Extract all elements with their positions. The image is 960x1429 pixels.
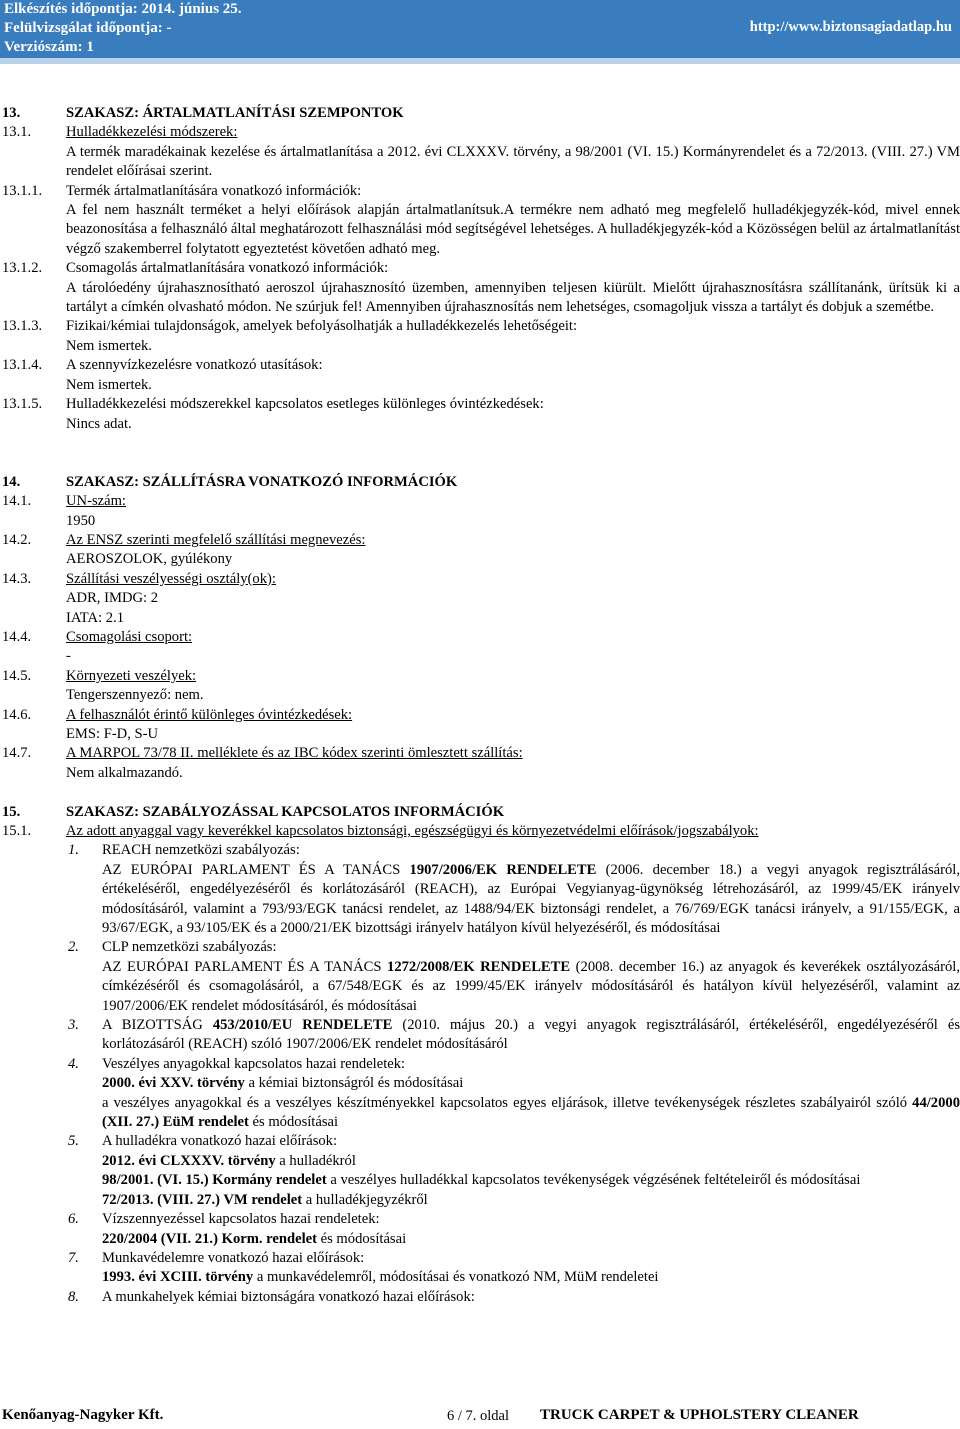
regulation-body <box>102 1171 960 1190</box>
header-url-link[interactable]: http://www.biztonsagiadatlap.hu <box>749 19 952 35</box>
regulation-text <box>0 1074 960 1093</box>
item-number: 14.2. <box>2 531 32 548</box>
text-part: a munkavédelemről, módosításai és vonatkozó NM, MüM rendeletei <box>253 1269 659 1286</box>
subsection-title: Hulladékkezelési módszerekkel kapcsolatos esetleges különleges óvintézkedések: <box>66 396 544 413</box>
header-info <box>4 0 242 57</box>
regulation-body <box>102 1094 960 1133</box>
regulation-item-4 <box>0 1055 960 1074</box>
spacer <box>0 453 960 472</box>
paragraph <box>0 143 960 182</box>
list-number: 3. <box>68 1017 79 1034</box>
transport-item-label <box>0 492 960 511</box>
document-body <box>0 104 960 1307</box>
item-number: 14.4. <box>2 628 32 645</box>
regulation-ref: 72/2013. (VIII. 27.) VM rendelet <box>102 1191 303 1208</box>
paragraph-text <box>66 201 960 259</box>
transport-item-value <box>0 609 960 628</box>
paragraph <box>0 201 960 259</box>
text-part: AZ EURÓPAI PARLAMENT ÉS A TANÁCS <box>102 861 410 878</box>
header-date: Elkészítés időpontja: 2014. június 25. <box>4 1 242 17</box>
regulation-body <box>102 1268 960 1287</box>
regulation-ref: 453/2010/EU RENDELETE <box>212 1017 393 1034</box>
item-value: IATA: 2.1 <box>66 609 125 626</box>
paragraph <box>0 279 960 318</box>
transport-item-value <box>0 725 960 744</box>
transport-item-label <box>0 706 960 725</box>
regulation-ref: 98/2001. (VI. 15.) Kormány rendelet <box>102 1172 327 1189</box>
text-part: A BIZOTTSÁG <box>102 1017 213 1034</box>
header-review: Felülvizsgálat időpontja: - <box>4 20 172 36</box>
item-label: Az ENSZ szerinti megfelelő szállítási megnevezés: <box>66 531 366 548</box>
regulation-item-8 <box>0 1288 960 1307</box>
item-label: Csomagolási csoport: <box>66 628 193 645</box>
section-15-heading <box>0 803 960 822</box>
list-heading: Vízszennyezéssel kapcsolatos hazai rendeletek: <box>102 1211 380 1228</box>
subsection-title: Csomagolás ártalmatlanítására vonatkozó információk: <box>66 260 389 277</box>
paragraph-text: A termék maradékainak kezelése és ártalmatlanítása a 2012. évi CLXXXV. törvény, a 98/2001 (VI. 15.) Kormányrendelet és a 72/2013. (VIII. 27.) VM rendelet előírásai szerint. <box>66 143 960 180</box>
paragraph-text-part: A fel nem használt terméket a helyi előírások alapján ártalmatlanítsuk. <box>66 202 504 219</box>
item-number: 14.6. <box>2 706 32 723</box>
list-number: 8. <box>68 1288 79 1305</box>
list-heading: REACH nemzetközi szabályozás: <box>102 842 300 859</box>
section-number: 15. <box>2 803 21 820</box>
page-footer <box>0 1406 960 1429</box>
text-part: a veszélyes anyagokkal és a veszélyes készítményekkel kapcsolatos egyes eljárások, illetve tevékenységek részletes szabályairól szóló <box>102 1094 913 1111</box>
subsection-13-1-2 <box>0 259 960 278</box>
regulation-body <box>102 861 960 939</box>
regulation-text <box>0 958 960 1016</box>
item-number: 14.5. <box>2 667 32 684</box>
header-divider <box>0 58 960 64</box>
subsection-13-1 <box>0 123 960 142</box>
item-value: - <box>66 648 71 665</box>
list-number: 1. <box>68 842 79 859</box>
subsection-title: Fizikai/kémiai tulajdonságok, amelyek befolyásolhatják a hulladékkezelés lehetőségeit: <box>66 318 578 335</box>
paragraph-text-part: A termékre nem adható meg megfelelő hulladékjegyzék-kód, mivel ennek beazonosítása a felhasználó által meghatározott felhasználási mód segítségével lehetséges. A hulladékjegyzék-kód a Közösségen belül az ártalmatlanítást végző szakemberrel folytatott egyeztetést követően adható meg. <box>66 202 960 257</box>
regulation-item-5 <box>0 1132 960 1151</box>
paragraph <box>0 415 960 434</box>
subsection-number: 13.1.2. <box>2 260 43 277</box>
text-part: (2008. december 16.) az anyagok és keverékek osztályozásáról, címkézéséről és csomagolásáról, a 67/548/EGK és az 1999/45/EK irányelv módosításáról és hatályon kívül helyezéséről, valamint az 1907/2006/EK rendelet módosításáról, és módosításai <box>102 958 960 1014</box>
transport-item-value <box>0 589 960 608</box>
header-version: Verziószám: 1 <box>4 39 94 55</box>
subsection-13-1-4 <box>0 356 960 375</box>
paragraph-text: Nincs adat. <box>66 415 132 432</box>
list-number: 6. <box>68 1211 79 1228</box>
regulation-body <box>102 1074 960 1093</box>
subsection-13-1-3 <box>0 317 960 336</box>
footer-page-number: 6 / 7. oldal <box>447 1408 510 1424</box>
subsection-number: 13.1.3. <box>2 318 43 335</box>
regulation-text <box>0 1230 960 1249</box>
item-label: Szállítási veszélyességi osztály(ok): <box>66 570 276 587</box>
regulation-ref: 1907/2006/EK RENDELETE <box>409 861 597 878</box>
regulation-ref: 2000. évi XXV. törvény <box>102 1075 245 1092</box>
section-14-heading <box>0 473 960 492</box>
subsection-title: Hulladékkezelési módszerek: <box>66 124 238 141</box>
regulation-body <box>102 958 960 1016</box>
paragraph-text: Nem ismertek. <box>66 337 152 354</box>
regulation-text <box>0 1094 960 1133</box>
transport-item-value <box>0 764 960 783</box>
subsection-title: A szennyvízkezelésre vonatkozó utasítások: <box>66 357 323 374</box>
subsection-number: 13.1.4. <box>2 357 43 374</box>
spacer <box>0 434 960 453</box>
item-value: 1950 <box>66 512 96 529</box>
item-label: A felhasználót érintő különleges óvintézkedések: <box>66 706 353 723</box>
item-number: 14.1. <box>2 493 32 510</box>
subsection-title: Termék ártalmatlanítására vonatkozó információk: <box>66 182 362 199</box>
item-number: 14.7. <box>2 745 32 762</box>
transport-item-value <box>0 550 960 569</box>
paragraph-text: A tárolóedény újrahasznosítható aeroszol újrahasznosító üzemben, amennyiben teljesen kiürült. Mielőtt újrahasznosításra szállítanánk, ürítsük ki a tartályt a címkén olvasható módon. Ne szúrjuk fel! Amennyiben újrahasznosítás nem lehetséges, csomagoljuk vissza a tartályt és dobjuk a szemétbe. <box>66 279 960 316</box>
regulation-body <box>102 1191 960 1210</box>
paragraph-text: Nem ismertek. <box>66 376 152 393</box>
item-value: Nem alkalmazandó. <box>66 764 183 781</box>
item-label: Környezeti veszélyek: <box>66 667 197 684</box>
subsection-title: Az adott anyaggal vagy keverékkel kapcsolatos biztonsági, egészségügyi és környezetvédelmi előírások/jogszabályok: <box>66 822 759 839</box>
text-part: (2010. május 20.) a vegyi anyagok regisztrálásáról, értékeléséről, engedélyezéséről és korlátozásáról (REACH) szóló 1907/2006/EK rendelet módosításáról <box>102 1017 960 1053</box>
subsection-number: 13.1. <box>2 124 32 141</box>
footer-company: Kenőanyag-Nagyker Kft. <box>2 1407 164 1423</box>
regulation-item-3 <box>0 1016 960 1055</box>
list-heading: A munkahelyek kémiai biztonságára vonatkozó hazai előírások: <box>102 1288 475 1305</box>
regulation-ref: 220/2004 (VII. 21.) Korm. rendelet <box>102 1230 317 1247</box>
list-heading: CLP nemzetközi szabályozás: <box>102 939 277 956</box>
transport-item-label <box>0 570 960 589</box>
section-number: 13. <box>2 105 21 121</box>
list-heading: Veszélyes anyagokkal kapcsolatos hazai rendeletek: <box>102 1055 406 1072</box>
regulation-text <box>0 1171 960 1190</box>
section-title: SZAKASZ: SZABÁLYOZÁSSAL KAPCSOLATOS INFORMÁCIÓK <box>66 803 505 820</box>
item-value: ADR, IMDG: 2 <box>66 590 159 607</box>
transport-item-value <box>0 647 960 666</box>
item-label: UN-szám: <box>66 493 126 510</box>
section-title: SZAKASZ: ÁRTALMATLANÍTÁSI SZEMPONTOK <box>66 105 404 121</box>
paragraph <box>0 337 960 356</box>
regulation-body <box>102 1230 960 1249</box>
subsection-number: 13.1.5. <box>2 396 43 413</box>
item-number: 14.3. <box>2 570 32 587</box>
regulation-text <box>0 861 960 939</box>
regulation-text <box>0 1152 960 1171</box>
subsection-number: 13.1.1. <box>2 182 43 199</box>
page-header <box>0 0 960 58</box>
list-heading: Munkavédelemre vonatkozó hazai előírások: <box>102 1249 365 1266</box>
transport-item-label <box>0 667 960 686</box>
section-13-heading <box>0 104 960 123</box>
list-number: 2. <box>68 939 79 956</box>
regulation-item-2 <box>0 938 960 957</box>
regulation-body <box>102 1016 960 1055</box>
regulation-text <box>0 1191 960 1210</box>
regulation-item-1 <box>0 841 960 860</box>
footer-product-name: TRUCK CARPET & UPHOLSTERY CLEANER <box>540 1407 859 1423</box>
text-part: a hulladékjegyzékről <box>302 1191 428 1208</box>
regulation-ref: 1272/2008/EK RENDELETE <box>387 958 571 975</box>
list-number: 5. <box>68 1133 79 1150</box>
transport-item-value <box>0 686 960 705</box>
transport-item-value <box>0 512 960 531</box>
text-part: a kémiai biztonságról és módosításai <box>244 1075 464 1092</box>
item-value: EMS: F-D, S-U <box>66 725 159 742</box>
regulation-body <box>102 1152 960 1171</box>
list-number: 4. <box>68 1055 79 1072</box>
item-value: Tengerszennyező: nem. <box>66 687 204 704</box>
section-title: SZAKASZ: SZÁLLÍTÁSRA VONATKOZÓ INFORMÁCIÓK <box>66 473 458 490</box>
regulation-ref: 44/2000 (XII. 27.) EüM rendelet <box>102 1094 960 1131</box>
subsection-13-1-1 <box>0 182 960 201</box>
text-part: a veszélyes hulladékkal kapcsolatos tevékenységek végzésének feltételeiről és módosításai <box>326 1172 861 1189</box>
text-part: és módosításai <box>248 1114 339 1131</box>
section-number: 14. <box>2 473 21 490</box>
regulation-item-7 <box>0 1249 960 1268</box>
regulation-item-6 <box>0 1210 960 1229</box>
item-label: A MARPOL 73/78 II. melléklete és az IBC kódex szerinti ömlesztett szállítás: <box>66 745 523 762</box>
list-number: 7. <box>68 1249 79 1266</box>
item-value: AEROSZOLOK, gyúlékony <box>66 551 233 568</box>
transport-item-label <box>0 744 960 763</box>
subsection-15-1 <box>0 822 960 841</box>
regulation-ref: 2012. évi CLXXXV. törvény <box>102 1152 276 1169</box>
subsection-number: 15.1. <box>2 822 32 839</box>
transport-item-label <box>0 531 960 550</box>
text-part: AZ EURÓPAI PARLAMENT ÉS A TANÁCS <box>102 958 388 975</box>
text-part: és módosításai <box>316 1230 407 1247</box>
paragraph <box>0 376 960 395</box>
transport-item-label <box>0 628 960 647</box>
text-part: (2006. december 18.) a vegyi anyagok regisztrálásáról, értékeléséről, engedélyezéséről és korlátozásáról (REACH), az Európai Vegyianyag-ügynökség létrehozásáról, az 1999/45/EK irányelv módosításáról, valamint a 793/93/EGK tanácsi rendelet, az 1488/94/EK biztonsági rendelet, a 76/769/EGK tanácsi irányelv, a 91/155/EGK, a 93/67/EGK, a 93/105/EK és a 2000/21/EK bizottsági irányelv hatályon kívül helyezéséről, és módosításai <box>102 861 960 937</box>
spacer <box>0 783 960 802</box>
regulation-ref: 1993. évi XCIII. törvény <box>102 1269 254 1286</box>
list-heading: A hulladékra vonatkozó hazai előírások: <box>102 1133 338 1150</box>
subsection-13-1-5 <box>0 395 960 414</box>
regulation-text <box>0 1268 960 1287</box>
text-part: a hulladékról <box>275 1152 356 1169</box>
